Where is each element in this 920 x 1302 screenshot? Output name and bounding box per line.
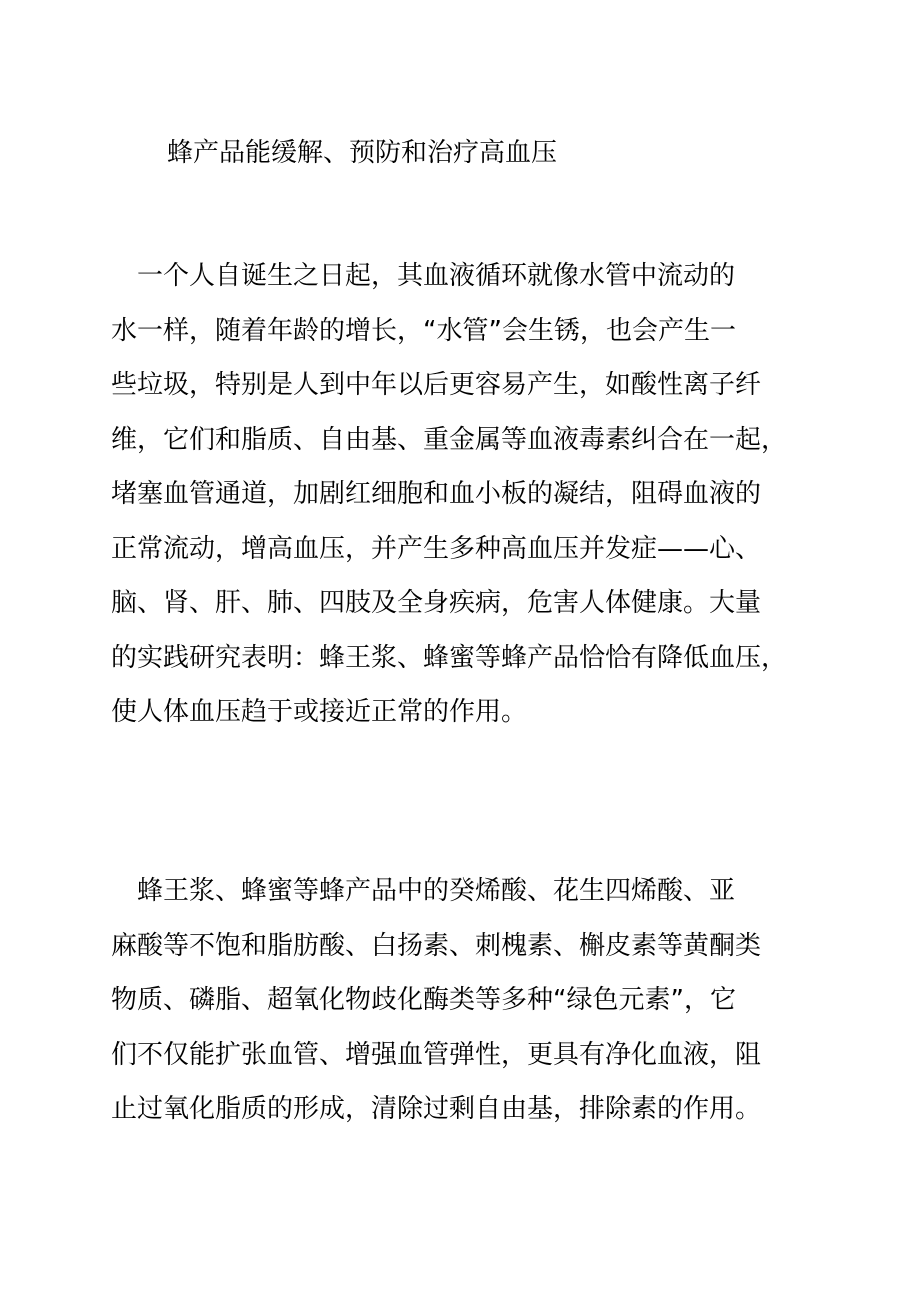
- paragraph-line: 们不仅能扩张血管、增强血管弹性，更具有净化血液，阻: [111, 1039, 762, 1070]
- paragraph-1: [111, 249, 811, 740]
- document-title: 蜂产品能缓解、预防和治疗高血压: [167, 138, 558, 168]
- paragraph-line: 维，它们和脂质、自由基、重金属等血液毒素纠合在一起，: [111, 424, 788, 455]
- paragraph-line: 物质、磷脂、超氧化物歧化酶类等多种“绿色元素”，它: [111, 985, 736, 1015]
- paragraph-line: 止过氧化脂质的形成，清除过剩自由基，排除素的作用。: [111, 1094, 762, 1124]
- paragraph-line: 正常流动，增高血压，并产生多种高血压并发症——心、: [111, 533, 762, 564]
- paragraph-line: 蜂王浆、蜂蜜等蜂产品中的癸烯酸、花生四烯酸、亚: [111, 876, 736, 906]
- paragraph-line: 水一样，随着年龄的增长，“水管”会生锈，也会产生一: [111, 315, 736, 346]
- paragraph-line: 的实践研究表明：蜂王浆、蜂蜜等蜂产品恰恰有降低血压，: [111, 642, 788, 673]
- paragraph-2: [111, 864, 811, 1137]
- paragraph-line: 一个人自诞生之日起，其血液循环就像水管中流动的: [111, 261, 736, 291]
- paragraph-line: 使人体血压趋于或接近正常的作用。: [111, 697, 528, 727]
- paragraph-line: 堵塞血管通道，加剧红细胞和血小板的凝结，阻碍血液的: [111, 479, 762, 509]
- paragraph-line: 麻酸等不饱和脂肪酸、白扬素、刺槐素、槲皮素等黄酮类: [111, 930, 762, 961]
- paragraph-line: 些垃圾，特别是人到中年以后更容易产生，如酸性离子纤: [111, 370, 762, 400]
- paragraph-line: 脑、肾、肝、肺、四肢及全身疾病，危害人体健康。大量: [111, 588, 762, 618]
